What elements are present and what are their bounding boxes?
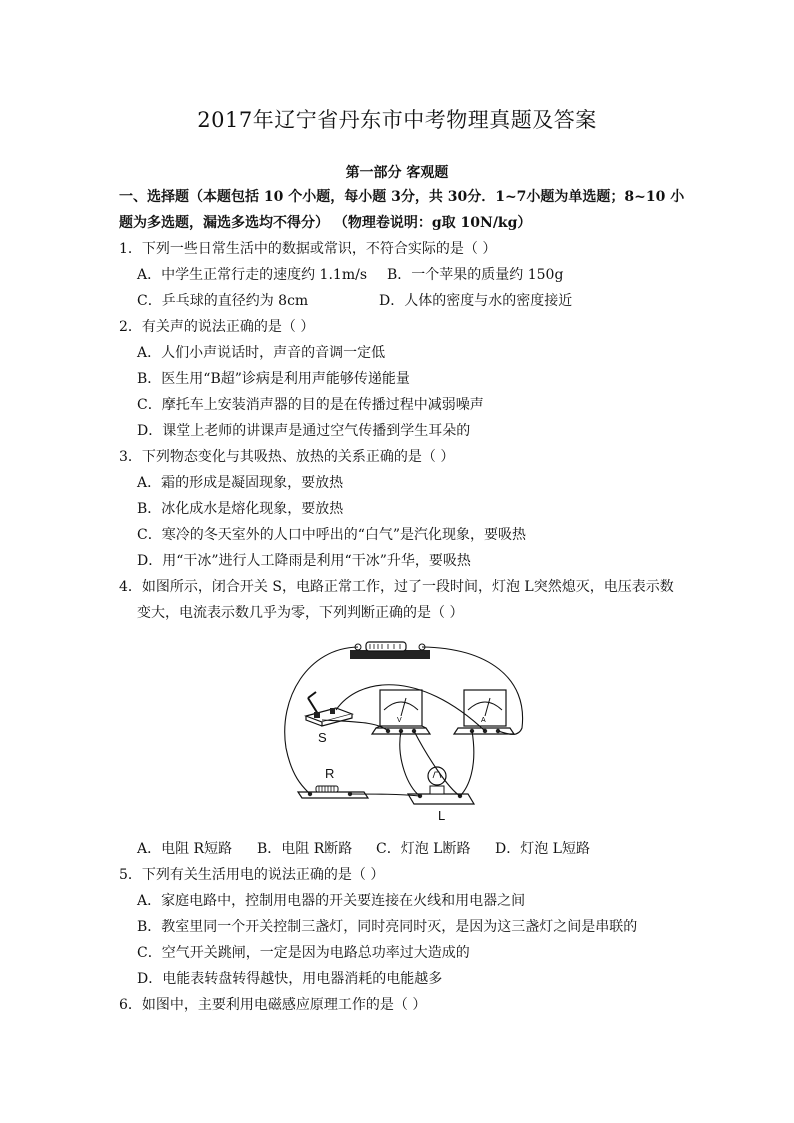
q1-option-a: A．中学生正常行走的速度约 1.1m/s — [137, 267, 368, 283]
q3-option-c: C．寒冷的冬天室外的人口中呼出的“白气”是汽化现象，要吸热 — [137, 527, 527, 543]
q3-option-b: B．冰化成水是熔化现象，要放热 — [137, 501, 344, 517]
q5-option-a: A．家庭电路中，控制用电器的开关要连接在火线和用电器之间 — [137, 893, 526, 909]
q5-option-c: C．空气开关跳闸，一定是因为电路总功率过大造成的 — [137, 945, 470, 961]
part-heading: 第一部分 客观题 — [345, 165, 449, 181]
q5-option-d: D．电能表转盘转得越快，用电器消耗的电能越多 — [137, 971, 443, 987]
section-heading-cont: 题为多选题，漏选多选均不得分） （物理卷说明：g取 10N/kg） — [119, 215, 532, 231]
q3-option-d: D．用“干冰”进行人工降雨是利用“干冰”升华，要吸热 — [137, 553, 471, 569]
label-l: L — [438, 808, 446, 823]
label-r: R — [325, 766, 335, 781]
q4-option-d: D．灯泡 L短路 — [495, 841, 590, 857]
q4-option-b: B．电阻 R断路 — [257, 841, 353, 857]
q1-option-d: D．人体的密度与水的密度接近 — [379, 293, 573, 309]
q2-option-b: B．医生用“B超”诊病是利用声能够传递能量 — [137, 371, 410, 387]
q1-stem: 1．下列一些日常生活中的数据或常识，不符合实际的是（ ） — [119, 241, 497, 257]
label-s: S — [318, 730, 327, 745]
q2-option-a: A．人们小声说话时，声音的音调一定低 — [137, 345, 386, 361]
meter-left — [372, 690, 430, 734]
section-heading: 一、选择题（本题包括 10 个小题，每小题 3分，共 30分．1~7小题为单选题；8~10 小 — [119, 189, 685, 205]
q4-option-a: A．电阻 R短路 — [137, 841, 233, 857]
bulb-l — [408, 767, 474, 804]
q1-option-c: C．乒乓球的直径约为 8cm — [137, 293, 309, 309]
q1-option-b: B．一个苹果的质量约 150g — [387, 267, 564, 283]
q2-option-d: D．课堂上老师的讲课声是通过空气传播到学生耳朵的 — [137, 423, 471, 439]
q3-option-a: A．霜的形成是凝固现象，要放热 — [137, 475, 344, 491]
q4-stem: 4．如图所示，闭合开关 S，电路正常工作，过了一段时间，灯泡 L突然熄灭，电压表示数 — [119, 579, 674, 595]
q5-stem: 5．下列有关生活用电的说法正确的是（ ） — [119, 867, 385, 883]
q2-option-c: C．摩托车上安装消声器的目的是在传播过程中减弱噪声 — [137, 397, 484, 413]
q6-stem: 6．如图中，主要利用电磁感应原理工作的是（ ） — [119, 997, 427, 1013]
q2-stem: 2．有关声的说法正确的是（ ） — [119, 319, 315, 335]
q5-option-b: B．教室里同一个开关控制三盏灯，同时亮同时灭，是因为这三盏灯之间是串联的 — [137, 919, 638, 935]
circuit-figure — [278, 638, 528, 828]
svg-text:A: A — [481, 717, 486, 724]
document-title: 2017年辽宁省丹东市中考物理真题及答案 — [197, 108, 597, 132]
q3-stem: 3．下列物态变化与其吸热、放热的关系正确的是（ ） — [119, 449, 455, 465]
svg-text:V: V — [397, 717, 402, 724]
q4-stem-cont: 变大，电流表示数几乎为零，下列判断正确的是（ ） — [137, 605, 464, 621]
q4-option-c: C．灯泡 L断路 — [376, 841, 471, 857]
